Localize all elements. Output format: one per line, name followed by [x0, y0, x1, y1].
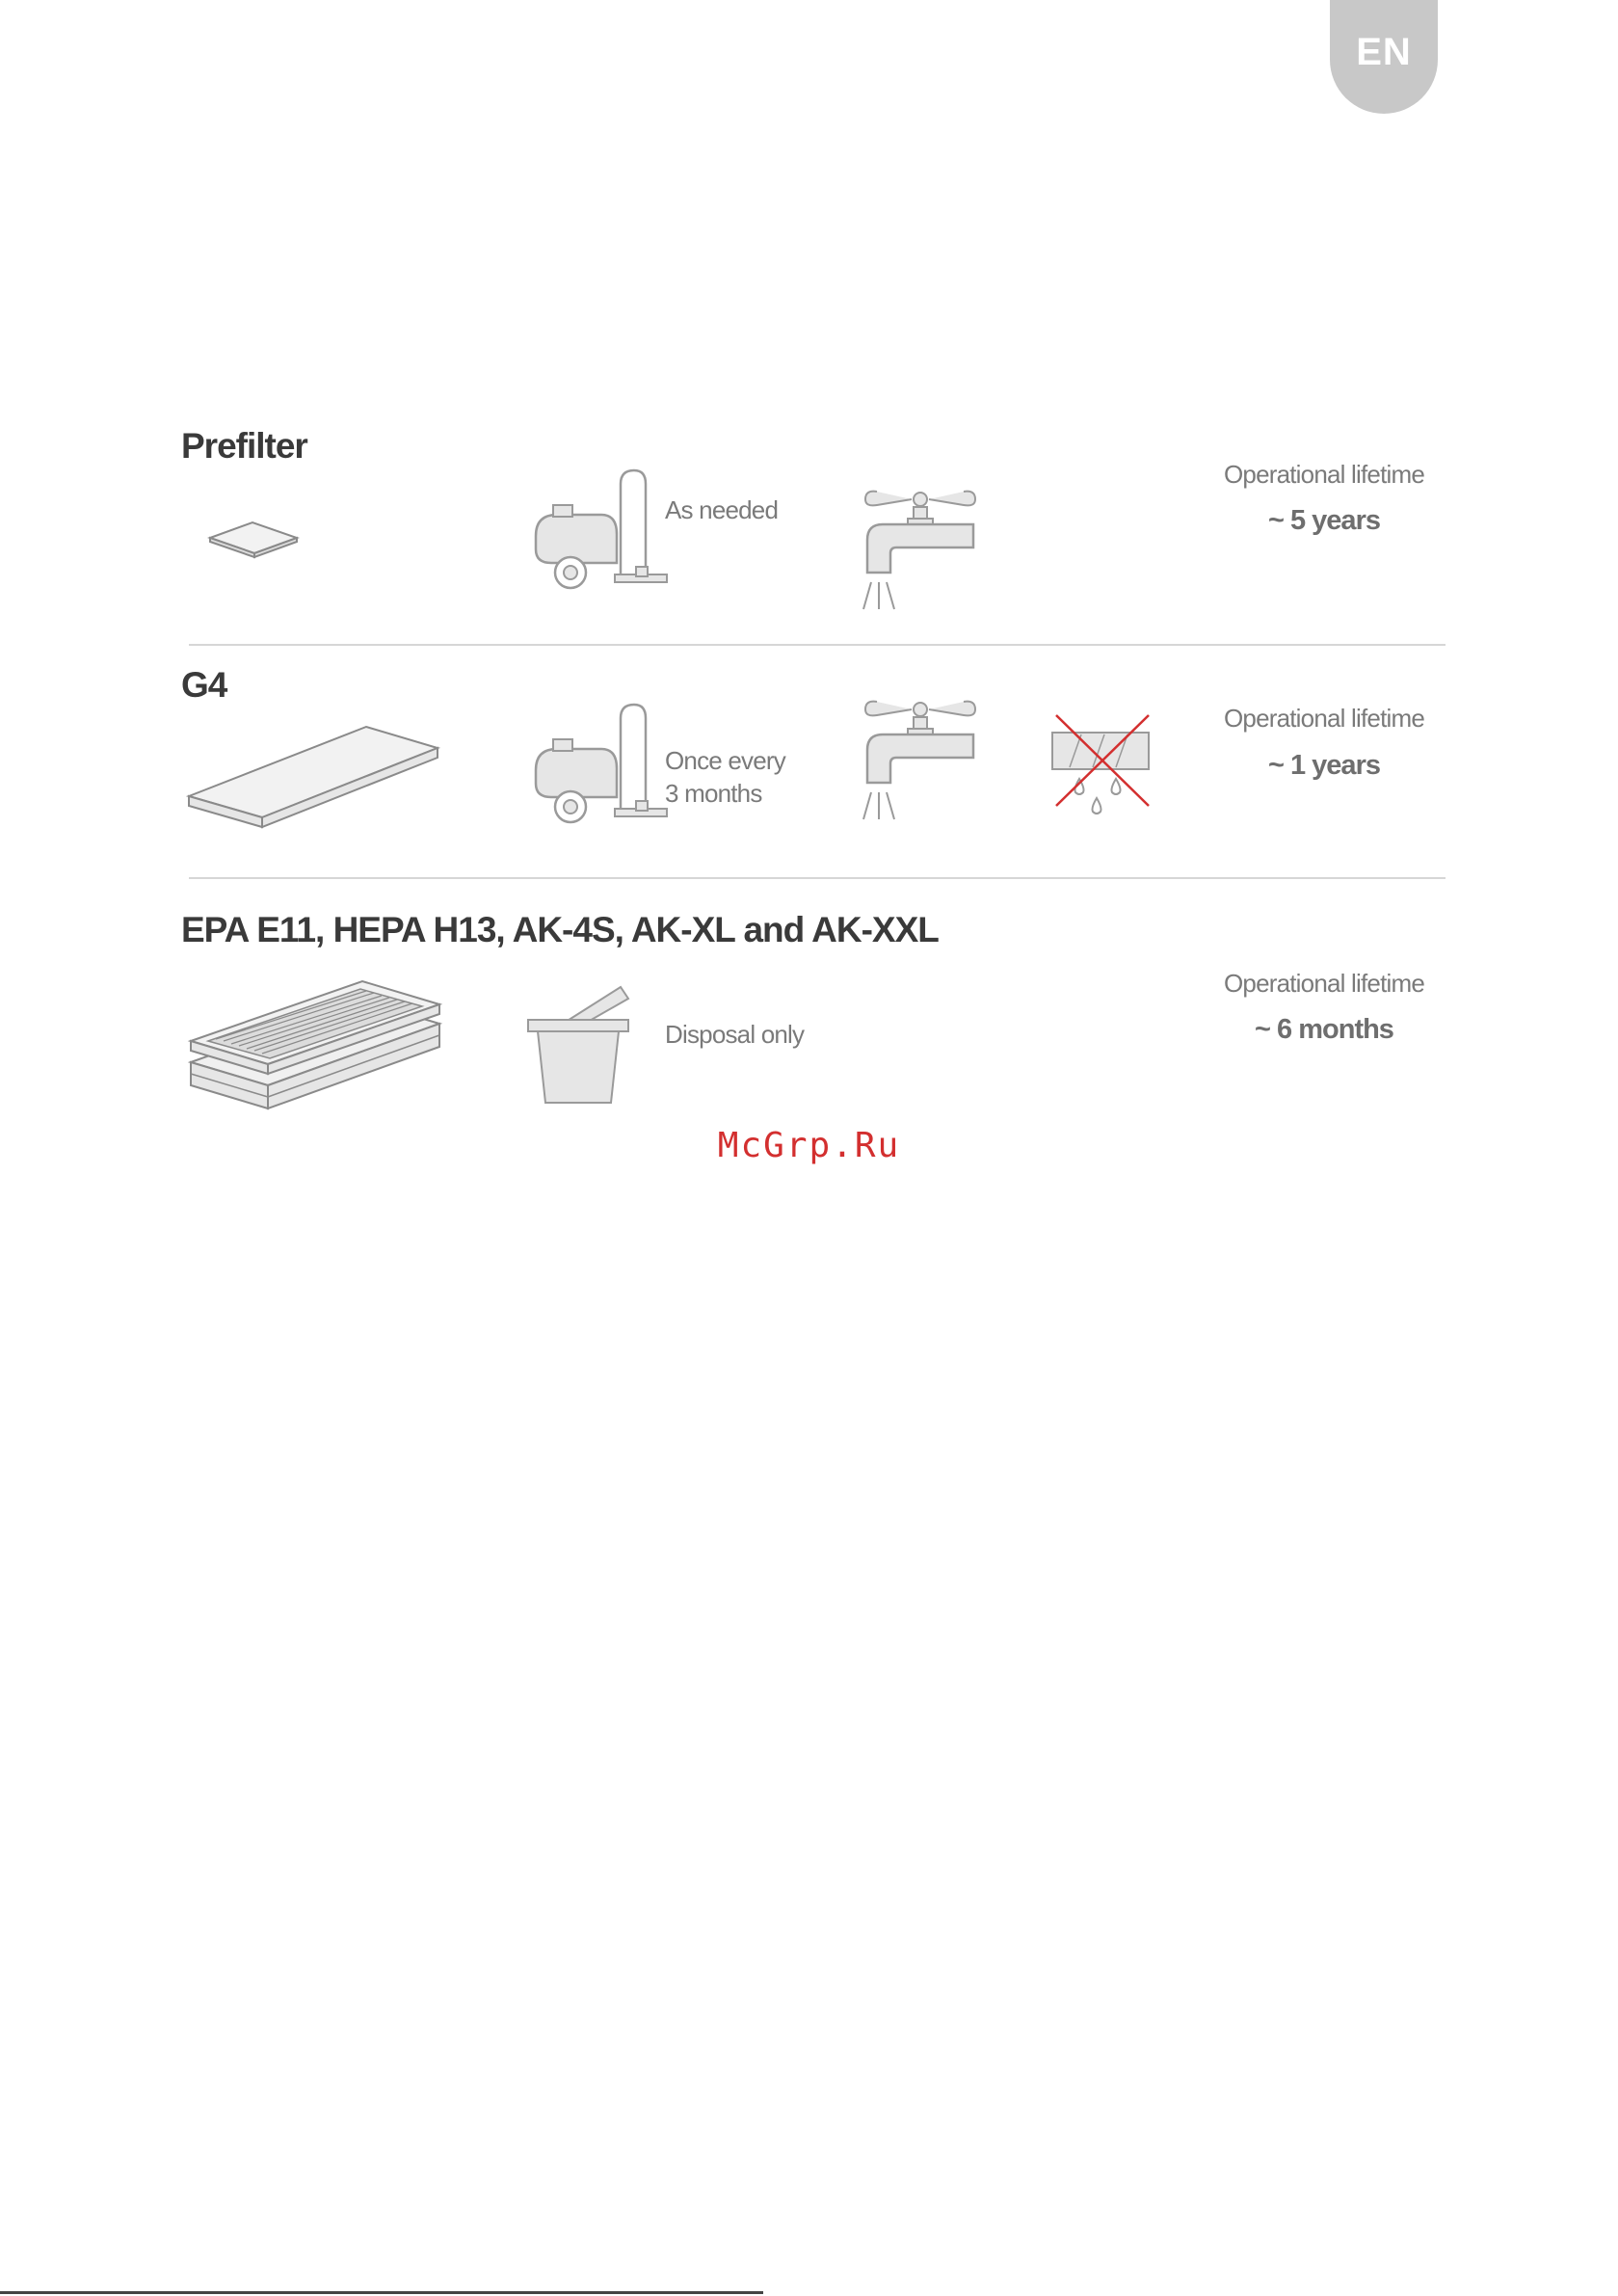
vacuum-cleaner-icon	[532, 467, 671, 594]
disposal-text: Disposal only	[665, 1020, 805, 1049]
hepa-filter-cassette-icon	[187, 977, 443, 1112]
language-tab	[1330, 0, 1438, 114]
trash-bin-disposal-icon	[524, 983, 640, 1107]
prefilter-pad-icon	[206, 519, 303, 561]
section-title-prefilter: Prefilter	[181, 426, 307, 466]
lifetime-value-hepa: ~ 6 months	[1255, 1014, 1393, 1045]
cleaning-frequency-g4-line1: Once every	[665, 746, 785, 775]
bottom-rule	[0, 2291, 763, 2294]
lifetime-label-prefilter: Operational lifetime	[1224, 460, 1424, 489]
no-wet-cleaning-icon	[1048, 713, 1154, 825]
water-tap-icon	[858, 692, 983, 823]
vacuum-cleaner-icon	[532, 701, 671, 828]
water-tap-icon	[858, 482, 983, 613]
section-divider	[189, 644, 1446, 646]
section-divider	[189, 877, 1446, 879]
watermark-text: McGrp.Ru	[717, 1126, 901, 1165]
language-tab-label: EN	[1356, 30, 1412, 73]
cleaning-frequency-g4-line2: 3 months	[665, 779, 762, 808]
lifetime-label-hepa: Operational lifetime	[1224, 969, 1424, 998]
section-title-hepa: EPA E11, HEPA H13, AK-4S, AK-XL and AK-XXL	[181, 910, 939, 949]
lifetime-value-g4: ~ 1 years	[1268, 750, 1380, 781]
lifetime-label-g4: Operational lifetime	[1224, 704, 1424, 733]
section-title-g4: G4	[181, 665, 227, 705]
lifetime-value-prefilter: ~ 5 years	[1268, 505, 1380, 536]
g4-filter-panel-icon	[185, 721, 443, 831]
cleaning-frequency-prefilter: As needed	[665, 495, 779, 524]
